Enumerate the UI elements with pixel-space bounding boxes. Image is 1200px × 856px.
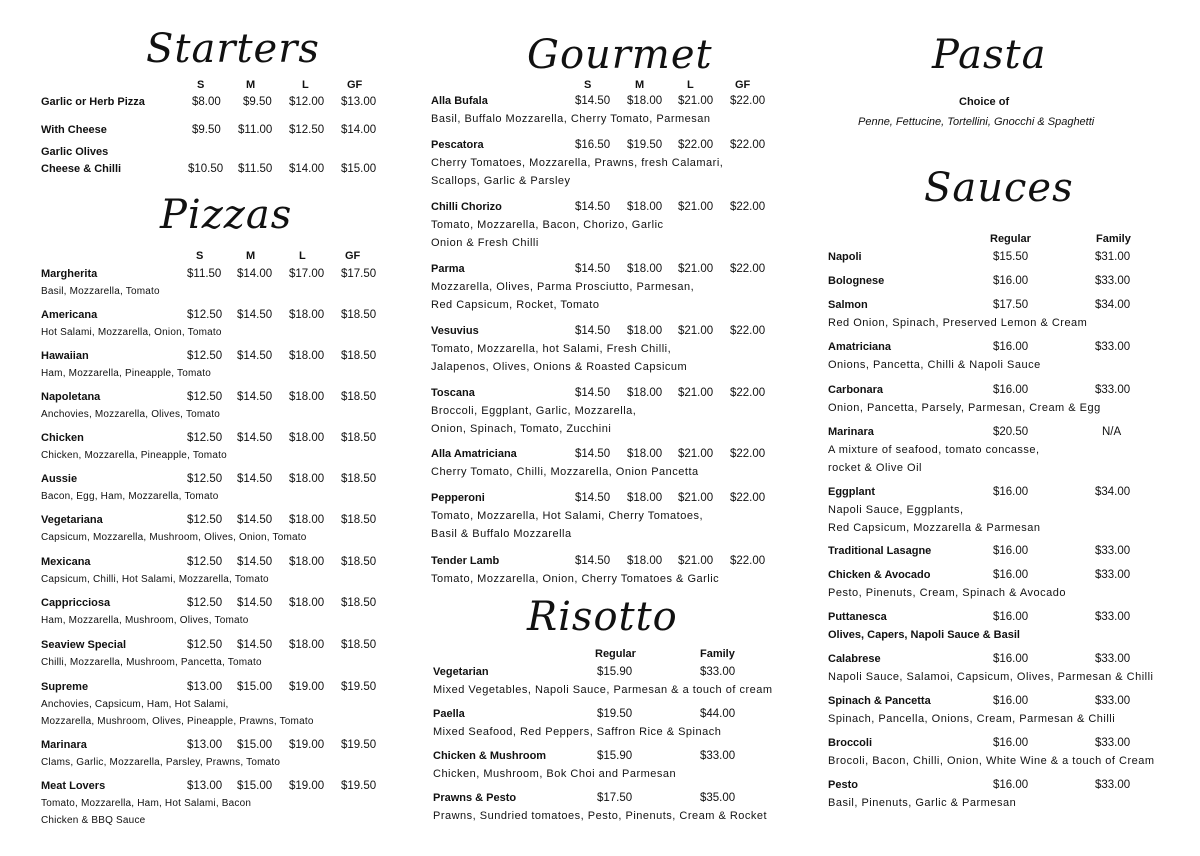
pizza-price: $14.50 <box>237 309 273 321</box>
sauce-name: Broccoli <box>828 737 873 749</box>
starter-price: $14.00 <box>341 124 377 136</box>
gourmet-name: Toscana <box>431 387 475 399</box>
sauce-price: N/A <box>1102 426 1122 438</box>
pizza-price: $18.50 <box>341 597 377 609</box>
gourmet-price: $14.50 <box>575 95 611 107</box>
pizza-price: $19.00 <box>289 681 325 693</box>
gourmet-price: $22.00 <box>730 492 766 504</box>
pizza-name: Mexicana <box>41 556 91 568</box>
pizza-price: $19.50 <box>341 780 377 792</box>
starter-price: $14.00 <box>289 163 325 175</box>
risotto-name: Prawns & Pesto <box>433 792 517 804</box>
risotto-desc: Mixed Vegetables, Napoli Sauce, Parmesan & a touch of cream <box>433 684 773 696</box>
risotto-name: Paella <box>433 708 465 720</box>
pizza-price: $19.00 <box>289 739 325 751</box>
risotto-desc: Prawns, Sundried tomatoes, Pesto, Pinenuts, Cream & Rocket <box>433 810 768 822</box>
gourmet-name: Alla Amatriciana <box>431 448 517 460</box>
sauce-desc: Brocoli, Bacon, Chilli, Onion, White Wine & a touch of Cream <box>828 755 1155 767</box>
risotto-desc: Mixed Seafood, Red Peppers, Saffron Rice & Spinach <box>433 726 722 738</box>
starter-name: Garlic Olives <box>41 146 109 158</box>
pizza-price: $12.50 <box>187 639 223 651</box>
size-header: L <box>302 79 309 91</box>
gourmet-price: $21.00 <box>678 555 714 567</box>
gourmet-desc: Basil & Buffalo Mozzarella <box>431 528 572 540</box>
risotto-price: $44.00 <box>700 708 736 720</box>
pizza-name: Americana <box>41 309 98 321</box>
pizza-desc: Hot Salami, Mozzarella, Onion, Tomato <box>41 327 222 338</box>
pizza-name: Seaview Special <box>41 639 126 651</box>
pizza-price: $18.50 <box>341 391 377 403</box>
starters-title: Starters <box>146 26 320 72</box>
risotto-header-regular: Regular <box>595 648 636 660</box>
pizza-price: $15.00 <box>237 780 273 792</box>
pizza-price: $14.50 <box>237 639 273 651</box>
sauce-price: $34.00 <box>1095 299 1131 311</box>
gourmet-price: $22.00 <box>678 139 714 151</box>
pizza-price: $18.50 <box>341 639 377 651</box>
pasta-choice-label: Choice of <box>959 96 1010 108</box>
gourmet-price: $22.00 <box>730 448 766 460</box>
gourmet-desc: Tomato, Mozzarella, hot Salami, Fresh Chilli, <box>431 343 672 355</box>
pizza-name: Supreme <box>41 681 89 693</box>
gourmet-name: Chilli Chorizo <box>431 201 502 213</box>
gourmet-price: $14.50 <box>575 448 611 460</box>
gourmet-desc: Broccoli, Eggplant, Garlic, Mozzarella, <box>431 405 637 417</box>
starter-price: $15.00 <box>341 163 377 175</box>
gourmet-title: Gourmet <box>527 32 713 78</box>
pizza-desc: Capsicum, Chilli, Hot Salami, Mozzarella, Tomato <box>41 574 269 585</box>
sauce-name: Spinach & Pancetta <box>828 695 931 707</box>
pizza-price: $12.50 <box>187 432 223 444</box>
pizza-price: $15.00 <box>237 681 273 693</box>
sauce-price: $16.00 <box>993 569 1029 581</box>
sauce-desc: Olives, Capers, Napoli Sauce & Basil <box>828 629 1020 641</box>
pizza-name: Meat Lovers <box>41 780 106 792</box>
pizza-name: Chicken <box>41 432 84 444</box>
pizza-desc: Anchovies, Capsicum, Ham, Hot Salami, <box>41 699 229 710</box>
pizza-price: $18.00 <box>289 639 325 651</box>
sauce-name: Puttanesca <box>828 611 887 623</box>
gourmet-name: Pescatora <box>431 139 484 151</box>
sauce-price: $16.00 <box>993 611 1029 623</box>
risotto-price: $19.50 <box>597 708 633 720</box>
pizza-name: Napoletana <box>41 391 101 403</box>
risotto-price: $15.90 <box>597 666 633 678</box>
gourmet-desc: Onion & Fresh Chilli <box>431 237 539 249</box>
sauce-price: $16.00 <box>993 545 1029 557</box>
risotto-price: $35.00 <box>700 792 736 804</box>
gourmet-price: $18.00 <box>627 555 663 567</box>
pizza-price: $18.00 <box>289 473 325 485</box>
pizza-price: $11.50 <box>187 268 222 280</box>
risotto-price: $15.90 <box>597 750 633 762</box>
sauces-header-regular: Regular <box>990 233 1031 245</box>
gourmet-price: $18.00 <box>627 263 663 275</box>
sauce-price: $31.00 <box>1095 251 1131 263</box>
size-header: M <box>246 79 256 91</box>
gourmet-price: $14.50 <box>575 325 611 337</box>
pizza-desc: Capsicum, Mozzarella, Mushroom, Olives, Onion, Tomato <box>41 532 307 543</box>
pizza-price: $18.00 <box>289 556 325 568</box>
sauce-price: $16.00 <box>993 384 1029 396</box>
gourmet-price: $22.00 <box>730 95 766 107</box>
sauce-desc: rocket & Olive Oil <box>828 462 922 474</box>
pizza-price: $14.50 <box>237 514 273 526</box>
sauce-name: Chicken & Avocado <box>828 569 931 581</box>
sauce-price: $16.00 <box>993 486 1029 498</box>
gourmet-price: $21.00 <box>678 325 714 337</box>
sauce-price: $33.00 <box>1095 341 1131 353</box>
gourmet-price: $21.00 <box>678 95 714 107</box>
pizza-name: Aussie <box>41 473 78 485</box>
gourmet-price: $14.50 <box>575 201 611 213</box>
pizza-price: $18.00 <box>289 350 325 362</box>
sauce-price: $33.00 <box>1095 545 1131 557</box>
gourmet-price: $18.00 <box>627 325 663 337</box>
sauce-name: Pesto <box>828 779 858 791</box>
pizza-desc: Chicken, Mozzarella, Pineapple, Tomato <box>41 450 227 461</box>
sauce-desc: Red Onion, Spinach, Preserved Lemon & Cream <box>828 317 1088 329</box>
gourmet-desc: Tomato, Mozzarella, Bacon, Chorizo, Garlic <box>431 219 664 231</box>
pizza-price: $18.00 <box>289 514 325 526</box>
risotto-desc: Chicken, Mushroom, Bok Choi and Parmesan <box>433 768 677 780</box>
gourmet-price: $14.50 <box>575 387 611 399</box>
sauce-name: Eggplant <box>828 486 876 498</box>
sauce-price: $33.00 <box>1095 275 1131 287</box>
size-header: GF <box>735 79 751 91</box>
pizza-price: $18.00 <box>289 432 325 444</box>
gourmet-desc: Mozzarella, Olives, Parma Prosciutto, Parmesan, <box>431 281 695 293</box>
sauce-desc: Napoli Sauce, Eggplants, <box>828 504 964 516</box>
pizza-price: $14.50 <box>237 473 273 485</box>
gourmet-desc: Basil, Buffalo Mozzarella, Cherry Tomato, Parmesan <box>431 113 711 125</box>
size-header: M <box>635 79 645 91</box>
sauce-desc: Napoli Sauce, Salamoi, Capsicum, Olives, Parmesan & Chilli <box>828 671 1154 683</box>
pizza-price: $12.50 <box>187 473 223 485</box>
gourmet-price: $14.50 <box>575 263 611 275</box>
gourmet-price: $22.00 <box>730 387 766 399</box>
sauces-title: Sauces <box>924 165 1074 211</box>
gourmet-desc: Jalapenos, Olives, Onions & Roasted Capsicum <box>431 361 688 373</box>
gourmet-price: $22.00 <box>730 263 766 275</box>
size-header: S <box>197 79 205 91</box>
sauce-price: $16.00 <box>993 695 1029 707</box>
pizza-price: $19.00 <box>289 780 325 792</box>
pizza-price: $14.50 <box>237 556 273 568</box>
pizza-desc: Tomato, Mozzarella, Ham, Hot Salami, Bacon <box>41 798 252 809</box>
gourmet-desc: Onion, Spinach, Tomato, Zucchini <box>431 423 612 435</box>
gourmet-price: $22.00 <box>730 325 766 337</box>
sauce-price: $33.00 <box>1095 737 1131 749</box>
pizza-price: $14.50 <box>237 391 273 403</box>
pizza-price: $18.50 <box>341 309 377 321</box>
risotto-header-family: Family <box>700 648 735 660</box>
sauce-name: Bolognese <box>828 275 885 287</box>
sauce-desc: Pesto, Pinenuts, Cream, Spinach & Avocado <box>828 587 1066 599</box>
starter-price: $9.50 <box>192 124 221 136</box>
sauce-name: Napoli <box>828 251 862 263</box>
gourmet-price: $21.00 <box>678 263 714 275</box>
gourmet-desc: Cherry Tomatoes, Mozzarella, Prawns, fresh Calamari, <box>431 157 724 169</box>
pizza-price: $12.50 <box>187 556 223 568</box>
size-header: L <box>299 250 306 262</box>
pizza-price: $19.50 <box>341 681 377 693</box>
starter-price: $9.50 <box>243 96 272 108</box>
pizza-price: $14.50 <box>237 432 273 444</box>
risotto-title: Risotto <box>527 594 678 640</box>
gourmet-price: $22.00 <box>730 555 766 567</box>
sauce-name: Carbonara <box>828 384 884 396</box>
pizza-desc: Ham, Mozzarella, Pineapple, Tomato <box>41 368 212 379</box>
gourmet-name: Parma <box>431 263 465 275</box>
gourmet-price: $14.50 <box>575 555 611 567</box>
pizza-desc: Bacon, Egg, Ham, Mozzarella, Tomato <box>41 491 219 502</box>
pizza-price: $18.50 <box>341 432 377 444</box>
sauce-name: Traditional Lasagne <box>828 545 932 557</box>
pizza-price: $13.00 <box>187 739 223 751</box>
gourmet-name: Alla Bufala <box>431 95 488 107</box>
pizza-price: $18.50 <box>341 473 377 485</box>
sauce-price: $34.00 <box>1095 486 1131 498</box>
sauce-price: $16.00 <box>993 341 1029 353</box>
pizza-price: $12.50 <box>187 597 223 609</box>
sauce-desc: Onion, Pancetta, Parsely, Parmesan, Cream & Egg <box>828 402 1101 414</box>
starter-name: Cheese & Chilli <box>41 163 122 175</box>
size-header: GF <box>347 79 363 91</box>
pizza-price: $18.50 <box>341 514 377 526</box>
pizza-price: $12.50 <box>187 391 223 403</box>
pizza-price: $18.00 <box>289 391 325 403</box>
sauce-price: $33.00 <box>1095 695 1131 707</box>
pizza-price: $12.50 <box>187 309 223 321</box>
sauce-price: $16.00 <box>993 737 1029 749</box>
pizza-price: $14.50 <box>237 350 273 362</box>
risotto-name: Chicken & Mushroom <box>433 750 547 762</box>
sauce-desc: Red Capsicum, Mozzarella & Parmesan <box>828 522 1041 534</box>
starter-price: $12.50 <box>289 124 325 136</box>
gourmet-price: $16.50 <box>575 139 611 151</box>
pasta-title: Pasta <box>932 32 1047 78</box>
size-header: GF <box>345 250 361 262</box>
gourmet-price: $18.00 <box>627 492 663 504</box>
pizza-price: $18.50 <box>341 556 377 568</box>
gourmet-name: Tender Lamb <box>431 555 500 567</box>
size-header: M <box>246 250 256 262</box>
gourmet-price: $18.00 <box>627 387 663 399</box>
pizza-price: $13.00 <box>187 681 223 693</box>
gourmet-price: $18.00 <box>627 95 663 107</box>
starter-price: $11.00 <box>238 124 273 136</box>
pizza-price: $17.00 <box>289 268 325 280</box>
sauce-price: $33.00 <box>1095 779 1131 791</box>
pizza-price: $18.50 <box>341 350 377 362</box>
sauce-price: $16.00 <box>993 275 1029 287</box>
sauce-price: $33.00 <box>1095 569 1131 581</box>
sauce-desc: Spinach, Pancella, Onions, Cream, Parmesan & Chilli <box>828 713 1116 725</box>
pizza-price: $12.50 <box>187 514 223 526</box>
starter-price: $10.50 <box>188 163 224 175</box>
pizza-price: $17.50 <box>341 268 377 280</box>
pizza-price: $12.50 <box>187 350 223 362</box>
pizzas-title: Pizzas <box>160 192 293 238</box>
gourmet-price: $22.00 <box>730 139 766 151</box>
gourmet-price: $21.00 <box>678 201 714 213</box>
sauce-name: Salmon <box>828 299 868 311</box>
gourmet-price: $18.00 <box>627 448 663 460</box>
gourmet-price: $18.00 <box>627 201 663 213</box>
pizza-desc: Mozzarella, Mushroom, Olives, Pineapple, Prawns, Tomato <box>41 716 314 727</box>
pizza-price: $14.00 <box>237 268 273 280</box>
gourmet-desc: Tomato, Mozzarella, Onion, Cherry Tomatoes & Garlic <box>431 573 720 585</box>
gourmet-price: $14.50 <box>575 492 611 504</box>
sauce-name: Amatriciana <box>828 341 891 353</box>
gourmet-price: $22.00 <box>730 201 766 213</box>
sauce-price: $33.00 <box>1095 611 1131 623</box>
pasta-choice-list: Penne, Fettucine, Tortellini, Gnocchi & Spaghetti <box>858 116 1095 128</box>
gourmet-price: $21.00 <box>678 387 714 399</box>
sauce-price: $15.50 <box>993 251 1029 263</box>
sauce-desc: A mixture of seafood, tomato concasse, <box>828 444 1040 456</box>
gourmet-price: $21.00 <box>678 448 714 460</box>
pizza-price: $13.00 <box>187 780 223 792</box>
gourmet-desc: Scallops, Garlic & Parsley <box>431 175 571 187</box>
starter-price: $13.00 <box>341 96 377 108</box>
risotto-price: $33.00 <box>700 666 736 678</box>
pizza-desc: Ham, Mozzarella, Mushroom, Olives, Tomato <box>41 615 249 626</box>
sauce-price: $16.00 <box>993 653 1029 665</box>
sauce-price: $33.00 <box>1095 384 1131 396</box>
gourmet-name: Vesuvius <box>431 325 479 337</box>
starter-price: $12.00 <box>289 96 325 108</box>
pizza-name: Marinara <box>41 739 87 751</box>
gourmet-price: $21.00 <box>678 492 714 504</box>
gourmet-desc: Red Capsicum, Rocket, Tomato <box>431 299 600 311</box>
sauce-desc: Onions, Pancetta, Chilli & Napoli Sauce <box>828 359 1041 371</box>
starter-price: $11.50 <box>238 163 273 175</box>
starter-price: $8.00 <box>192 96 221 108</box>
gourmet-desc: Tomato, Mozzarella, Hot Salami, Cherry Tomatoes, <box>431 510 703 522</box>
gourmet-name: Pepperoni <box>431 492 485 504</box>
risotto-price: $33.00 <box>700 750 736 762</box>
risotto-price: $17.50 <box>597 792 633 804</box>
size-header: S <box>196 250 204 262</box>
sauce-desc: Basil, Pinenuts, Garlic & Parmesan <box>828 797 1017 809</box>
sauce-price: $16.00 <box>993 779 1029 791</box>
pizza-price: $18.00 <box>289 597 325 609</box>
risotto-name: Vegetarian <box>433 666 489 678</box>
pizza-desc: Chicken & BBQ Sauce <box>41 815 146 826</box>
pizza-name: Cappricciosa <box>41 597 111 609</box>
pizza-price: $19.50 <box>341 739 377 751</box>
sauce-price: $20.50 <box>993 426 1029 438</box>
gourmet-price: $19.50 <box>627 139 663 151</box>
sauce-price: $33.00 <box>1095 653 1131 665</box>
pizza-desc: Clams, Garlic, Mozzarella, Parsley, Prawns, Tomato <box>41 757 281 768</box>
pizza-desc: Chilli, Mozzarella, Mushroom, Pancetta, Tomato <box>41 657 262 668</box>
starter-name: Garlic or Herb Pizza <box>41 96 145 108</box>
size-header: L <box>687 79 694 91</box>
sauce-name: Marinara <box>828 426 874 438</box>
gourmet-desc: Cherry Tomato, Chilli, Mozzarella, Onion Pancetta <box>431 466 699 478</box>
size-header: S <box>584 79 592 91</box>
pizza-name: Vegetariana <box>41 514 103 526</box>
pizza-desc: Anchovies, Mozzarella, Olives, Tomato <box>41 409 220 420</box>
sauce-price: $17.50 <box>993 299 1029 311</box>
pizza-desc: Basil, Mozzarella, Tomato <box>41 286 160 297</box>
pizza-price: $18.00 <box>289 309 325 321</box>
pizza-name: Margherita <box>41 268 98 280</box>
sauce-name: Calabrese <box>828 653 881 665</box>
pizza-price: $14.50 <box>237 597 273 609</box>
starter-name: With Cheese <box>41 124 107 136</box>
pizza-name: Hawaiian <box>41 350 89 362</box>
pizza-price: $15.00 <box>237 739 273 751</box>
sauces-header-family: Family <box>1096 233 1131 245</box>
